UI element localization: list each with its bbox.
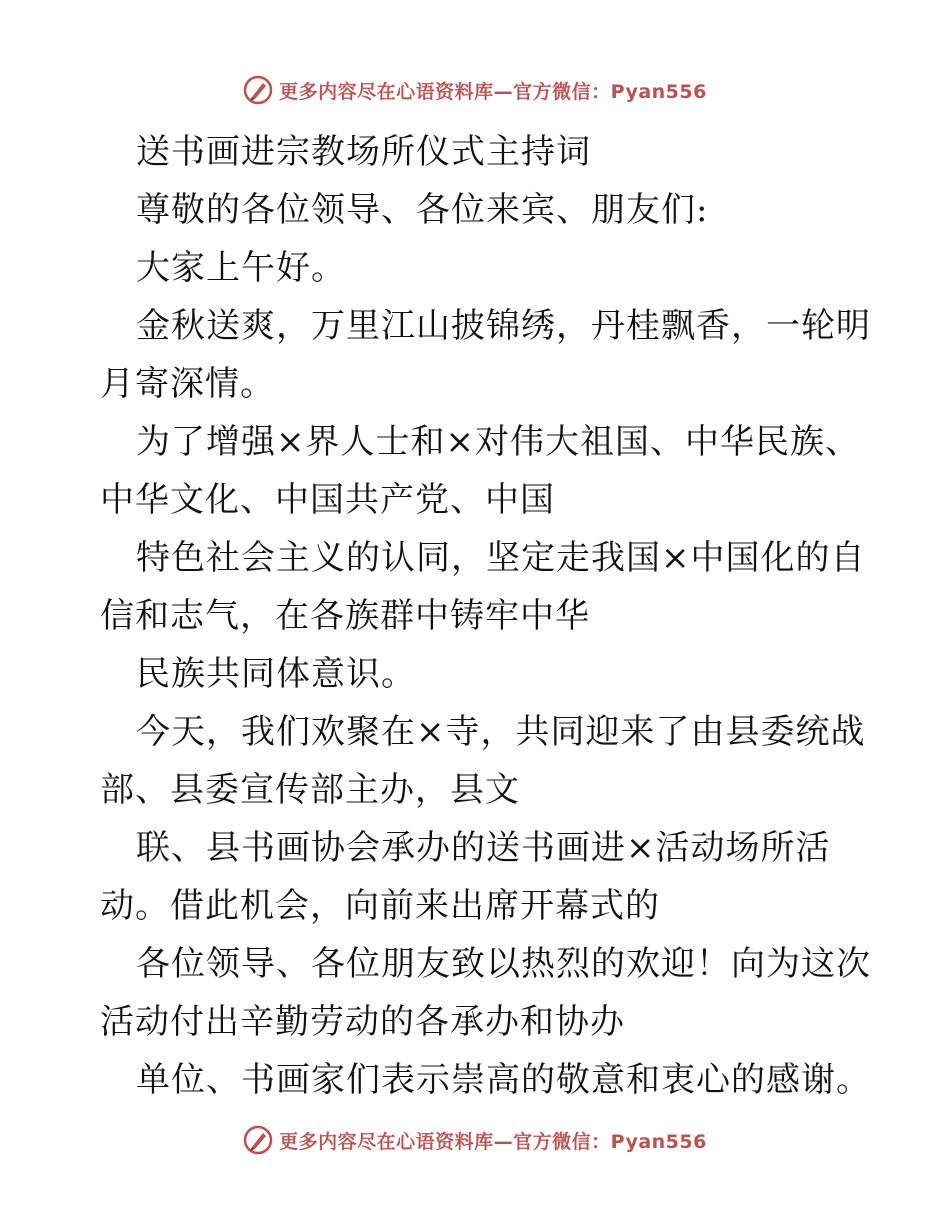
header-banner-text	[279, 77, 707, 104]
document-line: 各位领导、各位朋友致以热烈的欢迎！向为这次	[136, 944, 871, 984]
footer-banner-text	[279, 1127, 707, 1154]
document-line: 动。借此机会，向前来出席开幕式的	[100, 886, 660, 926]
document-line: 民族共同体意识。	[136, 654, 416, 694]
header-banner-dash: —	[493, 80, 514, 103]
document-line: 今天，我们欢聚在×寺，共同迎来了由县委统战	[136, 712, 866, 752]
document-line: 月寄深情。	[100, 364, 275, 404]
document-line: 信和志气，在各族群中铸牢中华	[100, 596, 590, 636]
footer-banner-title: 更多内容尽在心语资料库	[279, 1130, 494, 1153]
document-line: 部、县委宣传部主办，县文	[100, 770, 520, 810]
document-line: 金秋送爽，万里江山披锦绣，丹桂飘香，一轮明	[136, 306, 871, 346]
document-line: 大家上午好。	[136, 248, 346, 288]
document-line: 为了增强×界人士和×对伟大祖国、中华民族、	[136, 422, 860, 462]
footer-banner-contact: 官方微信：Pyan556	[513, 1130, 707, 1153]
pen-logo-icon	[243, 75, 273, 105]
document-line: 尊敬的各位领导、各位来宾、朋友们:	[136, 190, 709, 230]
document-line: 中华文化、中国共产党、中国	[100, 480, 555, 520]
document-line: 单位、书画家们表示崇高的敬意和衷心的感谢。	[136, 1060, 871, 1100]
document-lines	[100, 181, 871, 1109]
footer-banner-dash: —	[493, 1130, 514, 1153]
document-body	[100, 123, 871, 1109]
document-line: 特色社会主义的认同，坚定走我国×中国化的自	[136, 538, 866, 578]
header-banner-title: 更多内容尽在心语资料库	[279, 80, 494, 103]
footer-banner	[0, 1120, 950, 1160]
header-banner-contact: 官方微信：Pyan556	[513, 80, 707, 103]
document-line: 活动付出辛勤劳动的各承办和协办	[100, 1002, 625, 1042]
document-line: 联、县书画协会承办的送书画进×活动场所活	[136, 828, 831, 868]
pen-logo-icon	[243, 1125, 273, 1155]
header-banner	[0, 70, 950, 110]
document-title: 送书画进宗教场所仪式主持词	[136, 132, 591, 172]
